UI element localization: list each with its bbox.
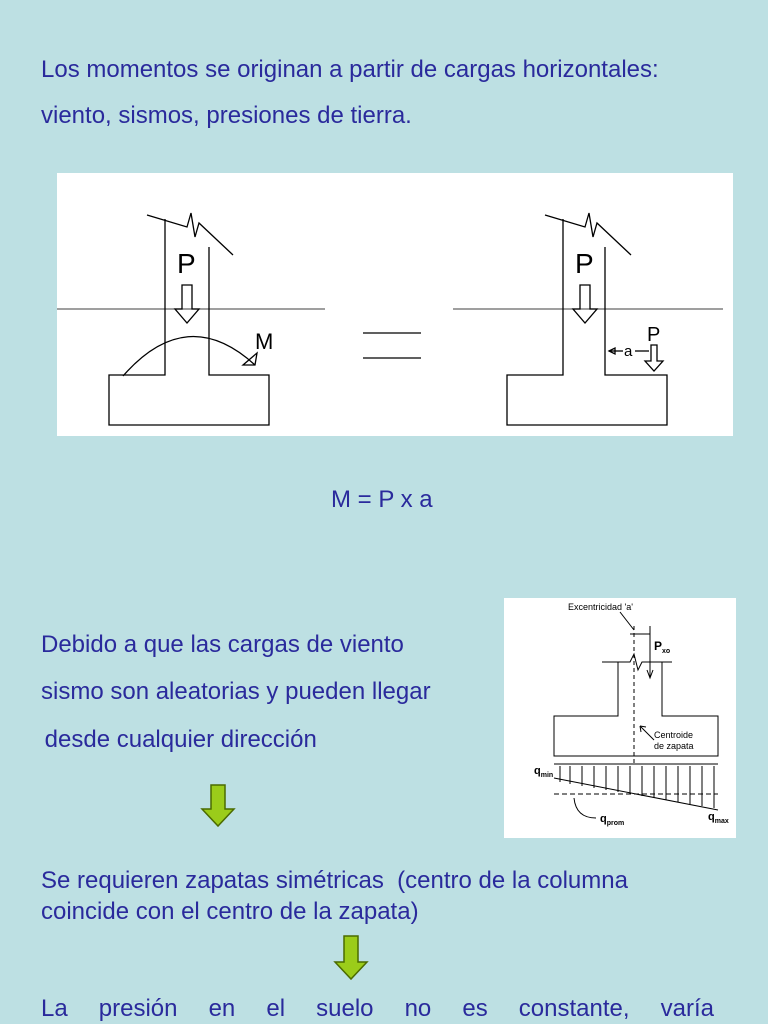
right-footing-diagram	[453, 213, 723, 425]
down-arrow-icon	[200, 784, 236, 828]
qprom-label: $q_{prom}$	[600, 813, 625, 827]
pressure-word: constante,	[518, 995, 630, 1022]
reason-line-2: sismo son aleatorias y pueden llegar	[41, 678, 431, 705]
centroid-label-2: de zapata	[654, 741, 694, 751]
right-load-arrow	[573, 285, 597, 323]
intro-line-2: viento, sismos, presiones de tierra.	[41, 102, 412, 129]
eccentric-footing-figure	[504, 598, 736, 838]
pressure-line	[41, 994, 714, 1024]
centroid-label-1: Centroide	[654, 730, 694, 740]
eccentricity-leader	[620, 612, 634, 630]
reason-line-3: desde cualquier dirección	[38, 726, 317, 753]
qmax-label: $q_{max}$	[708, 811, 729, 825]
qmin-label: $q_{min}$	[534, 765, 554, 779]
pressure-word: no	[404, 995, 432, 1022]
centroid-leader	[640, 726, 654, 740]
pressure-word: en	[208, 995, 236, 1022]
left-load-arrow	[175, 285, 199, 323]
pressure-word: el	[266, 995, 286, 1022]
eccentricity-label: a	[624, 343, 633, 360]
requirement-line-2: coincide con el centro de la zapata)	[41, 898, 419, 925]
moment-arrowhead	[243, 353, 257, 365]
pressure-word: La	[41, 995, 68, 1022]
pressure-word: varía	[660, 995, 714, 1022]
pressure-word: suelo	[316, 995, 374, 1022]
requirement-line-1: Se requieren zapatas simétricas (centro de la columna	[41, 867, 628, 894]
left-footing-diagram	[57, 213, 325, 425]
pressure-arrows	[560, 766, 714, 808]
footing-moment-figure	[57, 173, 733, 436]
intro-line-1: Los momentos se originan a partir de cargas horizontales:	[41, 56, 659, 83]
moment-arc	[123, 337, 255, 376]
left-load-label: P	[177, 248, 196, 279]
moment-formula: M = P x a	[331, 486, 433, 513]
eccentric-load-arrow	[645, 345, 663, 371]
moment-label: M	[255, 329, 274, 354]
pressure-word: presión	[98, 995, 178, 1022]
qprom-leader	[574, 798, 596, 818]
right-load-label: P	[575, 248, 594, 279]
eccentricity-caption: Excentricidad 'a'	[568, 602, 633, 612]
reason-line-1: Debido a que las cargas de viento	[41, 631, 404, 658]
load-label: $P_{xo}$	[654, 639, 671, 655]
pressure-word: es	[462, 995, 488, 1022]
down-arrow-icon	[333, 935, 369, 981]
eccentric-load-label: P	[647, 324, 661, 346]
